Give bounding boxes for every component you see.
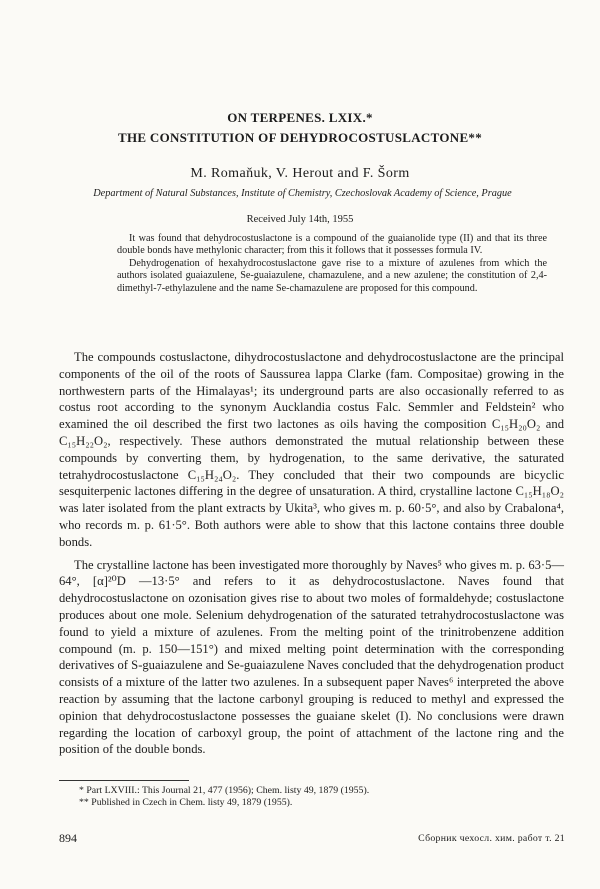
footnotes — [59, 785, 564, 809]
footnote: * Part LXVIII.: This Journal 21, 477 (1956); Chem. listy 49, 1879 (1955). — [79, 785, 370, 796]
abstract — [117, 233, 547, 295]
authors: M. Romaňuk, V. Herout and F. Šorm — [190, 166, 410, 181]
body-paragraph: The compounds costuslactone, dihydrocostuslactone and dehydrocostuslactone are the principal components of the oil of the roots of Saussurea lappa Clarke (fam. Compositae) growing in the northwestern parts of the Himalayas¹; its underground parts are also occasionally referred to as costus root according to the synonym Aucklandia costus Falc. Semmler and Feldstein² who examined the oil described the first two lactones as oils having the composition C₁₅H₂₀O₂ and C₁₅H₂₂O₂, respectively. These authors demonstrated the mutual relationship between these compounds by converting them, by hydrogenation, to the same derivative, the saturated tetrahydrocostuslactone C₁₅H₂₄O₂. They concluded that their two compounds are bicyclic sesquiterpenic lactones differing in the degree of unsaturation. A third, crystalline lactone C₁₅H₁₈O₂ was later isolated from the plant extracts by Ukita³, who gives m. p. 60·5°, and also by Crabalona⁴, who records m. p. 61·5°. Both authors were able to show that this lactone contains three double bonds. — [59, 350, 564, 549]
footnote-divider — [59, 780, 189, 781]
body-paragraph: The crystalline lactone has been investigated more thoroughly by Naves⁵ who gives m. p. 63·5—64°, [α]²⁰D —13·5° and refers to it as dehydrocostuslactone. Naves found that dehydrocostuslactone on ozonisation gives rise to about two moles of formaldehyde; costuslactone produces about one mole. Selenium dehydrogenation of the saturated tetrahydrocostuslactone was found to yield a mixture of azulenes. From the melting point of the trinitrobenzene addition compound (m. p. 150—151°) and mixed melting point determination with the corresponding derivatives of S-guaiazulene and Se-guaiazulene Naves concluded that the dehydrogenation product consists of a mixture of the latter two azulenes. In a subsequent paper Naves⁶ interpreted the above reaction by assuming that the lactone carbonyl grouping is reduced to methyl and expressed the opinion that dehydrocostuslactone possesses the guaiane skelet (I). No conclusions were drawn regarding the location of carboxyl group, the point of attachment of the lactone ring and the position of the double bonds. — [59, 557, 564, 757]
received-date: Received July 14th, 1955 — [246, 214, 354, 225]
paper-title-series: ON TERPENES. LXIX.* — [227, 110, 373, 125]
footnote: ** Published in Czech in Chem. listy 49, 1879 (1955). — [79, 797, 293, 808]
abstract-paragraph: Dehydrogenation of hexahydrocostuslactone gave rise to a mixture of azulenes from which the authors isolated guaiazulene, Se-guaiazulene, chamazulene, and a new azulene; the constitution of 2,4-dimethyl-7-ethylazulene and the name Se-chamazulene are proposed for this compound. — [117, 257, 547, 294]
running-footer: Сборник чехосл. хим. работ т. 21 — [418, 833, 565, 844]
page-number: 894 — [59, 831, 77, 845]
abstract-paragraph: It was found that dehydrocostuslactone is a compound of the guaianolide type (II) and that its three double bonds have methylonic character; from this it follows that it possesses formula IV. — [117, 233, 547, 257]
paper-title: THE CONSTITUTION OF DEHYDROCOSTUSLACTONE** — [117, 130, 483, 145]
main-text — [59, 349, 564, 764]
affiliation: Department of Natural Substances, Institute of Chemistry, Czechoslovak Academy of Science, Prague — [93, 188, 512, 199]
